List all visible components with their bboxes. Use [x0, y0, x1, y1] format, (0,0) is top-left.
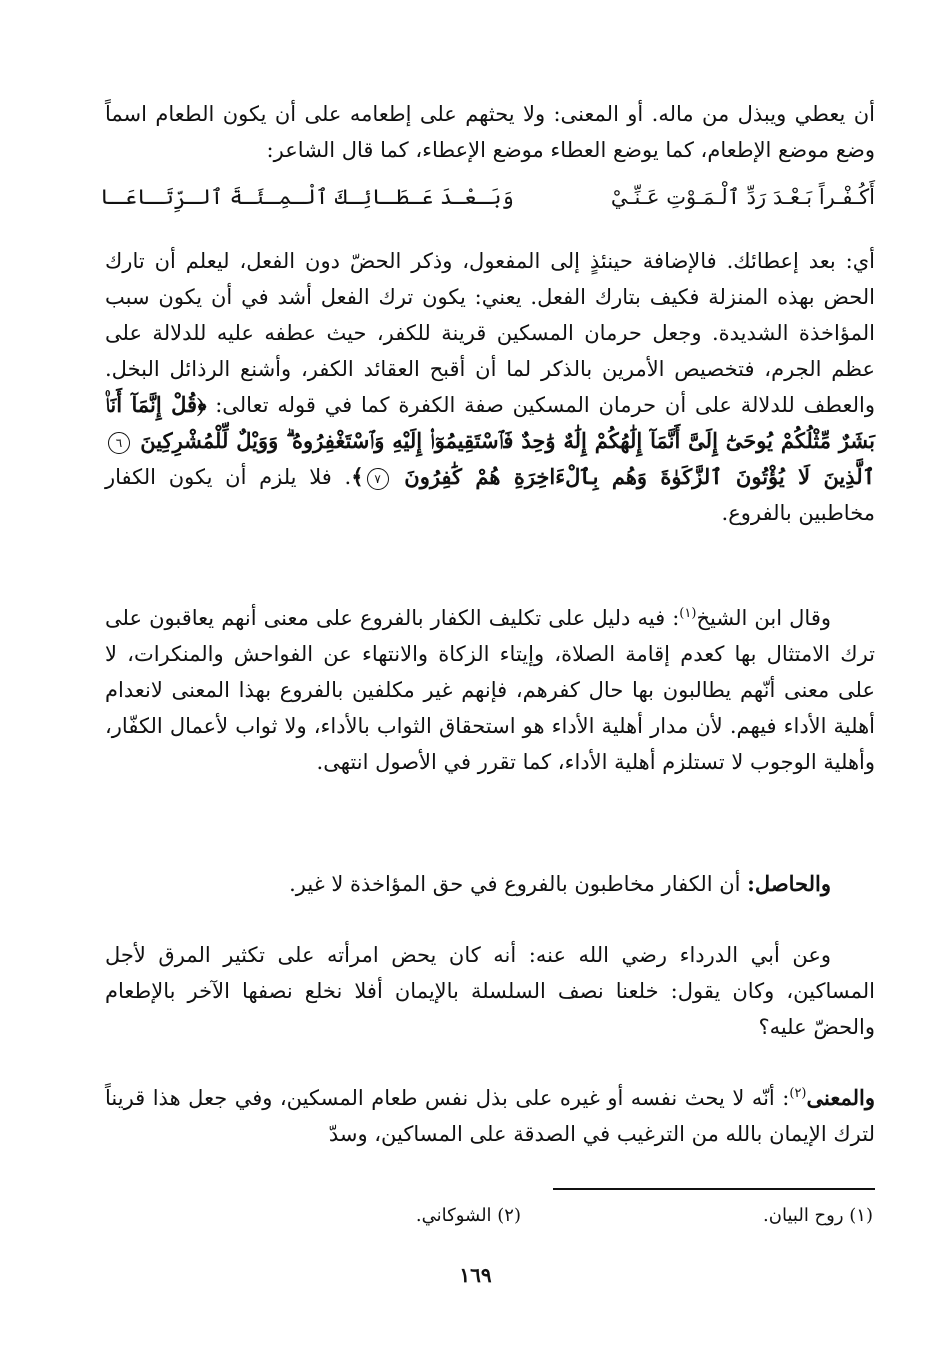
quran-open-bracket: ﴿ [197, 392, 207, 417]
paragraph-1: أن يعطي ويبذل من ماله. أو المعنى: ولا يحثهم على إطعامه على أن يكون الطعام اسماً وضع موضع الإطعام، كما يوضع العطاء موضع الإعطاء، كما قال الشاعر: [105, 102, 875, 162]
paragraph-4-text: أن الكفار مخاطبون بالفروع في حق المؤاخذة لا غير. [289, 872, 748, 896]
footnote-2: (٢) الشوكاني. [415, 1205, 521, 1226]
page-number: ١٦٩ [459, 1263, 492, 1287]
paragraph-2-tail: . فلا يلزم أن يكون الكفار مخاطبين بالفروع. [105, 465, 875, 525]
meaning-label: والمعنى [806, 1085, 875, 1110]
paragraph-3-lead: وقال ابن الشيخ [696, 606, 831, 630]
footnote-1: (١) روح البيان. [763, 1205, 873, 1226]
quran-close-bracket: ﴾ [351, 464, 364, 489]
conclusion-label: والحاصل: [747, 871, 831, 896]
ayah-number-6: ٦ [108, 432, 130, 454]
paragraph-3-text: : فيه دليل على تكليف الكفار بالفروع على معنى أنهم يعاقبون على ترك الامتثال بها كعدم إقامة الصلاة، وإيتاء الزكاة والانتهاء عن الفواحش والمنكرات، لا على معنى أنّهم يطالبون بها حال كفرهم، فإنهم غير مكلفين بالفروع بهذا المعنى لانعدام أهلية الأداء فيهم. لأن مدار أهلية الأداء هو استحقاق الثواب بالأداء، ولا ثواب لأعمال الكفّار، وأهلية الوجوب لا تستلزم أهلية الأداء، كما تقرر في الأصول انتهى. [105, 606, 875, 774]
paragraph-5: وعن أبي الدرداء رضي الله عنه: أنه كان يحض امرأته على تكثير المرق لأجل المساكين، وكان يقول: خلعنا نصف السلسلة بالإيمان أفلا نخلع نصفها الآخر بالإطعام والحضّ عليه؟ [105, 943, 875, 1039]
verse-hemistich-2: وَبَـعْـدَ عَـطَـائِـكَ ٱلْـمِـئَـةَ ٱلـرِّتَـاعَـا [100, 185, 514, 209]
paragraph-4 [105, 866, 875, 902]
paragraph-2-text: أي: بعد إعطائك. فالإضافة حينئذٍ إلى المفعول، وذكر الحضّ دون الفعل، ليعلم أن تارك الحض بهذه المنزلة فكيف بتارك الفعل. يعني: يكون ترك الفعل أشد في أن يكون سبب المؤاخذة الشديدة. وجعل حرمان المسكين قرينة للكفر، حيث عطفه عليه للدلالة على عظم الجرم، فتخصيص الأمرين بالذكر لما أن أقبح العقائد الكفر، وأشنع الرذائل البخل. والعطف للدلالة على أن حرمان المسكين صفة الكفرة كما في قوله تعالى: [105, 249, 875, 417]
quran-verse-7: ٱلَّذِينَ لَا يُؤْتُونَ ٱلزَّكَوٰةَ وَهُم بِٱلْءَاخِرَةِ هُمْ كَٰفِرُونَ [404, 464, 875, 489]
footnote-marker-1: (١) [679, 606, 697, 621]
paragraph-6 [105, 1080, 875, 1152]
paragraph-6-text: : أنّه لا يحث نفسه أو غيره على بذل نفس طعام المسكين، وفي جعل هذا قريناً لترك الإيمان بالله من الترغيب في الصدقة على المساكين، وسدّ [105, 1086, 875, 1146]
verse-hemistich-1: أَكُـفْـراً بَـعْـدَ رَدِّ ٱلْـمَـوْتِ عَـنِّـيْ [610, 185, 875, 209]
paragraph-2 [105, 243, 875, 531]
footnote-marker-2: (٢) [789, 1086, 807, 1101]
footnote-separator [553, 1188, 875, 1190]
ayah-number-7: ٧ [367, 468, 389, 490]
poetry-verse [100, 185, 880, 225]
paragraph-3 [105, 600, 875, 780]
quran-verse-6: قُلْ إِنَّمَآ أَنَا۠ بَشَرٌ مِّثْلُكُمْ يُوحَىٰٓ إِلَىَّ أَنَّمَآ إِلَٰهُكُمْ إِلَٰهٌ وَٰحِدٌ فَٱسْتَقِيمُوٓا۟ إِلَيْهِ وَٱسْتَغْفِرُوهُ ۗ وَوَيْلٌ لِّلْمُشْرِكِينَ [105, 392, 875, 453]
